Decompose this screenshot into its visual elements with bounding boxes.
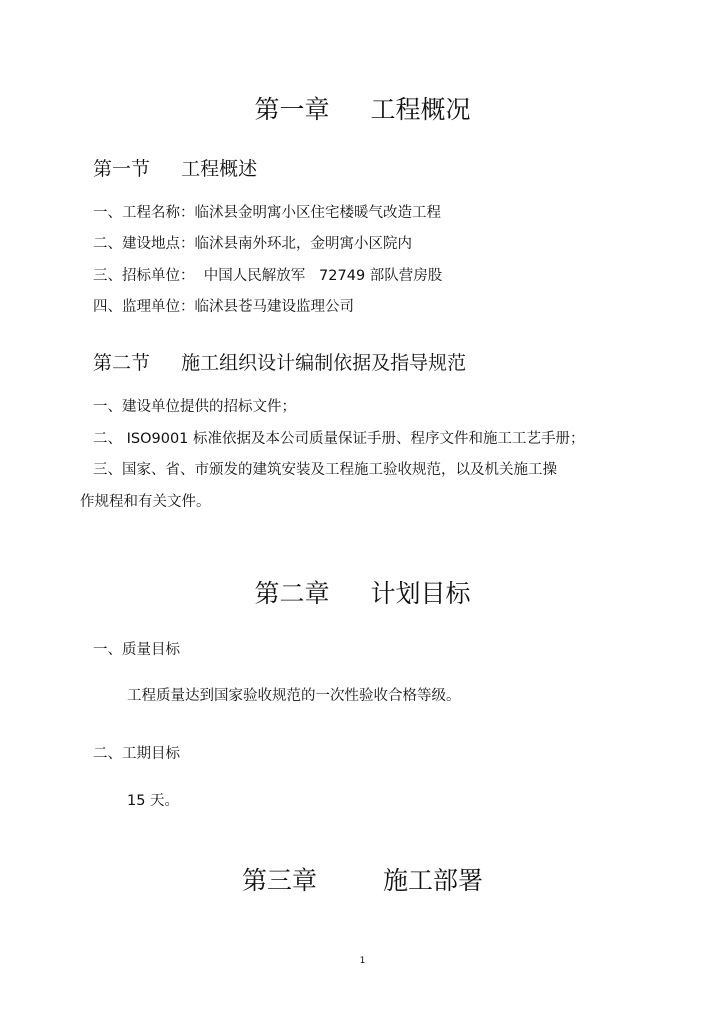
basis-item-2: 二、 ISO9001 标准依据及本公司质量保证手册、程序文件和施工工艺手册； xyxy=(93,431,585,447)
chapter-2-title: 第二章 计划目标 xyxy=(254,579,471,608)
project-name-item: 一、工程名称：临沭县金明寓小区住宅楼暖气改造工程 xyxy=(93,205,441,221)
basis-item-3: 三、国家、省、市颁发的建筑安装及工程施工验收规范，以及机关施工操 xyxy=(93,462,557,478)
schedule-goal-heading: 二、工期目标 xyxy=(93,746,180,762)
quality-goal-heading: 一、质量目标 xyxy=(93,642,180,658)
section-2-title: 第二节 施工组织设计编制依据及指导规范 xyxy=(93,352,467,374)
supervision-unit-item: 四、监理单位：临沭县苍马建设监理公司 xyxy=(93,299,354,315)
basis-item-1: 一、建设单位提供的招标文件； xyxy=(93,399,296,415)
quality-goal-text: 工程质量达到国家验收规范的一次性验收合格等级。 xyxy=(127,688,461,704)
tender-unit-item: 三、招标单位： 中国人民解放军 72749 部队营房股 xyxy=(93,268,443,284)
section-1-title: 第一节 工程概述 xyxy=(93,158,258,180)
basis-item-3-continued: 作规程和有关文件。 xyxy=(80,494,211,510)
chapter-1-title: 第一章 工程概况 xyxy=(254,95,471,124)
project-location-item: 二、建设地点：临沭县南外环北，金明寓小区院内 xyxy=(93,236,412,252)
chapter-3-title: 第三章 施工部署 xyxy=(242,866,483,895)
schedule-goal-text: 15 天。 xyxy=(127,793,180,809)
page-number: 1 xyxy=(359,956,366,966)
